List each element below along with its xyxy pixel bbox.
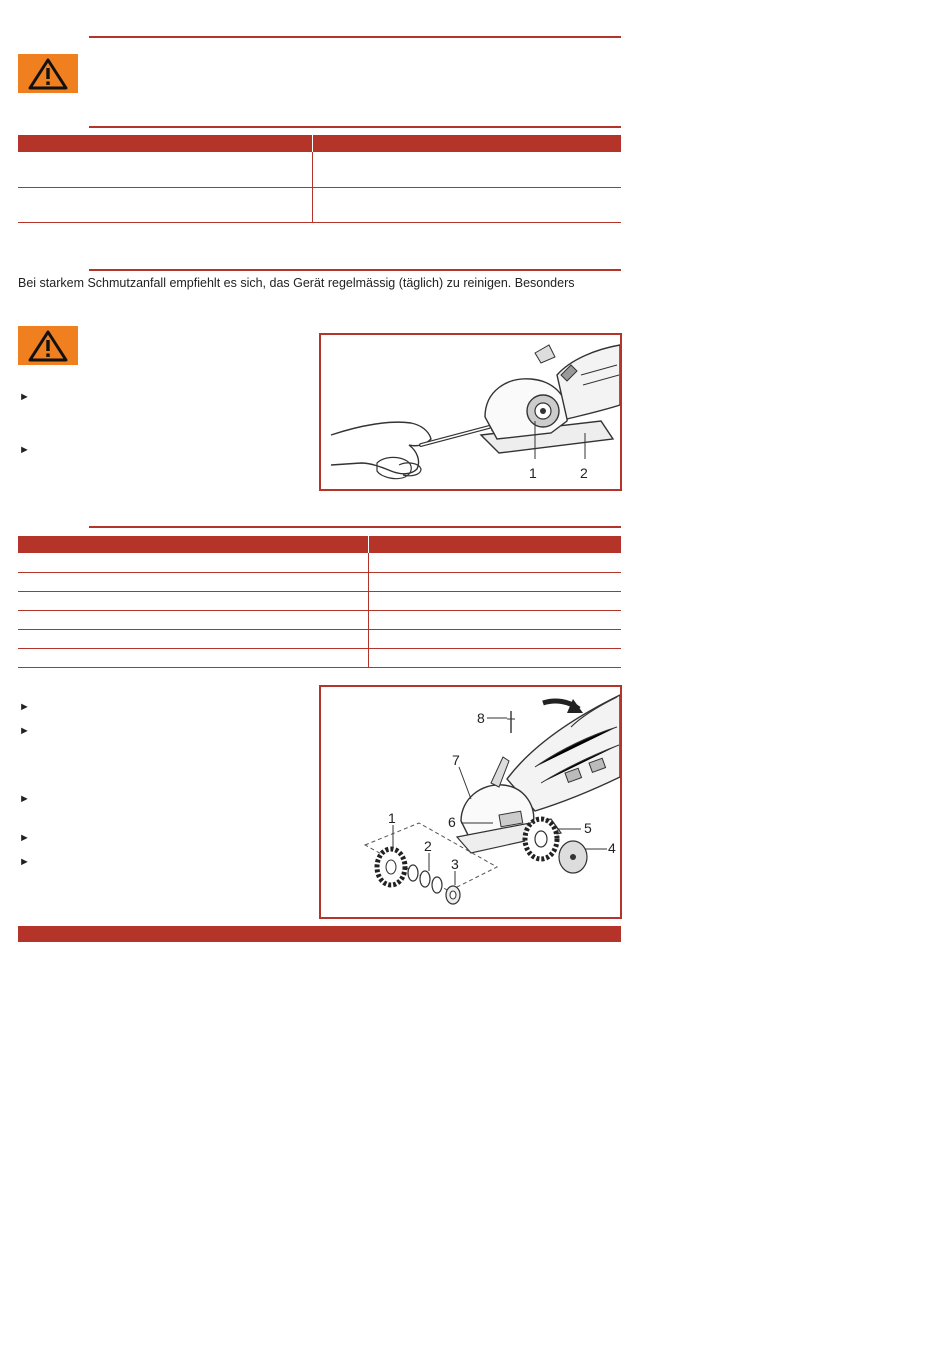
- figure-cleaning: [319, 333, 622, 491]
- callout-label: 2: [580, 465, 588, 481]
- table-row: [18, 610, 621, 629]
- cleaning-illustration: [321, 335, 620, 489]
- table-row: [18, 629, 621, 648]
- table-cell: [368, 591, 621, 610]
- cleaning-intro-text: Bei starkem Schmutzanfall empfiehlt es sich, das Gerät regelmässig (täglich) zu reinigen. Besonders: [18, 276, 575, 290]
- table-cell: [312, 152, 621, 187]
- table-cell: [312, 187, 621, 222]
- figure-blade-change: [319, 685, 622, 919]
- table-cell: [18, 610, 368, 629]
- bullet-arrow-icon: ►: [19, 391, 30, 403]
- bullet-arrow-icon: ►: [19, 832, 30, 844]
- bullet-arrow-icon: ►: [19, 725, 30, 737]
- callout-label: 7: [452, 752, 460, 768]
- table-1: [18, 135, 621, 223]
- callout-label: 2: [424, 838, 432, 854]
- table-header-cell: [368, 536, 621, 553]
- callout-label: 5: [584, 820, 592, 836]
- table-row: [18, 152, 621, 187]
- table-row: [18, 591, 621, 610]
- section-rule-2: [89, 126, 621, 128]
- table-cell: [368, 553, 621, 572]
- section-rule-top: [89, 36, 621, 38]
- table-cell: [368, 629, 621, 648]
- table-header-cell: [18, 536, 368, 553]
- footer-bar: [18, 926, 621, 942]
- callout-label: 4: [608, 840, 616, 856]
- table-header-cell: [312, 135, 621, 152]
- warning-triangle-icon: [27, 57, 69, 91]
- table-header-row: [18, 536, 621, 553]
- table-row: [18, 572, 621, 591]
- callout-label: 1: [388, 810, 396, 826]
- table-cell: [18, 152, 312, 187]
- table-cell: [18, 572, 368, 591]
- table-row: [18, 648, 621, 667]
- table-cell: [18, 553, 368, 572]
- bullet-arrow-icon: ►: [19, 701, 30, 713]
- table-header-row: [18, 135, 621, 152]
- table-cell: [368, 648, 621, 667]
- table-cell: [18, 629, 368, 648]
- bullet-arrow-icon: ►: [19, 856, 30, 868]
- callout-label: 6: [448, 814, 456, 830]
- callout-label: 3: [451, 856, 459, 872]
- table-row: [18, 187, 621, 222]
- table-cell: [18, 187, 312, 222]
- table-2: [18, 536, 621, 668]
- callout-label: 8: [477, 710, 485, 726]
- table-cell: [368, 610, 621, 629]
- table-cell: [368, 572, 621, 591]
- warning-box-top: [18, 54, 78, 93]
- table-cell: [18, 591, 368, 610]
- section-rule-3: [89, 526, 621, 528]
- bullet-arrow-icon: ►: [19, 444, 30, 456]
- section-rule-cleaning: [89, 269, 621, 271]
- warning-triangle-icon: [27, 329, 69, 363]
- bullet-arrow-icon: ►: [19, 793, 30, 805]
- table-row: [18, 553, 621, 572]
- table-header-cell: [18, 135, 312, 152]
- table-cell: [18, 648, 368, 667]
- warning-box-cleaning: [18, 326, 78, 365]
- callout-label: 1: [529, 465, 537, 481]
- blade-change-illustration: [321, 687, 620, 917]
